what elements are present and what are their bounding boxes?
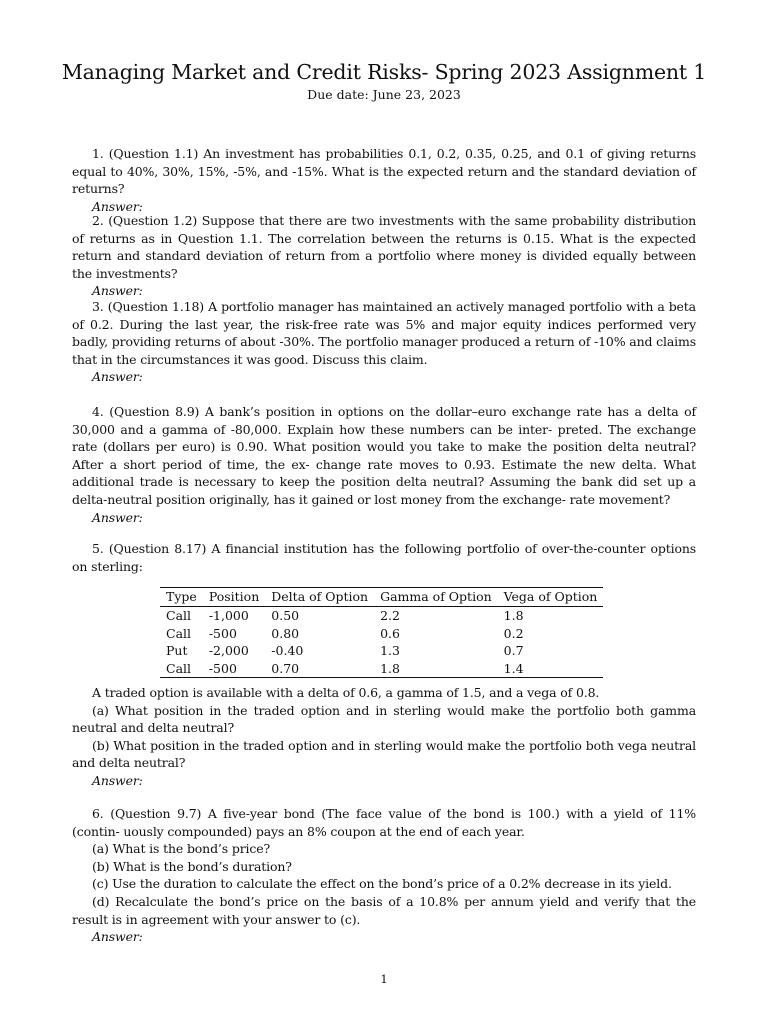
table-cell: -0.40 xyxy=(271,643,304,658)
options-table xyxy=(160,587,603,678)
question-part-b: (b) What is the bond’s duration? xyxy=(92,858,292,874)
table-cell: 1.4 xyxy=(503,660,524,676)
question-text: 5. (Question 8.17) A financial institution has the following portfolio of over-the-counter options on sterling: xyxy=(72,541,696,574)
table-cell: -2,000 xyxy=(208,643,249,658)
table-cell: -500 xyxy=(208,660,237,676)
question-text: 1. (Question 1.1) An investment has probabilities 0.1, 0.2, 0.35, 0.25, and 0.1 of giving returns equal to 40%, 30%, 15%, -5%, and -15%. What is the expected return and the standard deviation of returns? xyxy=(72,146,696,197)
question-text: 2. (Question 1.2) Suppose that there are two investments with the same probability distribution of returns as in Question 1.1. The correlation between the returns is 0.15. What is the expected return and standard deviation of return from a portfolio where money is divided equally between the investments? xyxy=(72,213,696,281)
table-cell: Put xyxy=(166,643,188,658)
table-cell: 0.2 xyxy=(503,625,524,641)
question-part-a: (a) What is the bond’s price? xyxy=(92,841,271,857)
question-1 xyxy=(72,145,696,215)
table-cell: Call xyxy=(166,660,192,676)
question-text: 3. (Question 1.18) A portfolio manager has maintained an actively managed portfolio with a beta of 0.2. During the last year, the risk-free rate was 5% and major equity indices performed very badly, providing returns of about -30%. The portfolio manager produced a return of -10% and claims that in the circumstances it was good. Discuss this claim. xyxy=(72,299,696,367)
page-number: 1 xyxy=(380,972,388,986)
question-6 xyxy=(72,805,696,946)
table-cell: 1.3 xyxy=(380,643,400,658)
question-part-a: (a) What position in the traded option and in sterling would make the portfolio both gamma neutral and delta neutral? xyxy=(72,702,696,736)
table-cell: Call xyxy=(166,625,192,641)
table-cell: 0.6 xyxy=(380,625,400,641)
table-cell: 0.70 xyxy=(271,660,300,676)
table-row xyxy=(160,660,603,678)
table-cell: 1.8 xyxy=(380,660,400,676)
table-cell: -500 xyxy=(208,625,237,641)
answer-label: Answer: xyxy=(92,198,143,214)
table-row xyxy=(160,625,603,643)
table-cell: -1,000 xyxy=(208,608,249,623)
question-2 xyxy=(72,212,696,300)
column-header: Position xyxy=(203,588,265,607)
due-date: Due date: June 23, 2023 xyxy=(307,87,461,102)
options-table-wrapper xyxy=(160,587,603,678)
table-cell: 1.8 xyxy=(503,608,524,623)
answer-label: Answer: xyxy=(92,509,143,525)
table-cell: 0.50 xyxy=(271,608,300,623)
table-row xyxy=(160,607,603,625)
column-header: Type xyxy=(160,588,203,607)
question-text: A traded option is available with a delta of 0.6, a gamma of 1.5, and a vega of 0.8. xyxy=(92,685,600,700)
question-3 xyxy=(72,298,696,386)
table-row xyxy=(160,642,603,660)
question-text: 4. (Question 8.9) A bank’s position in options on the dollar–euro exchange rate has a delta of 30,000 and a gamma of -80,000. Explain how these numbers can be inter- preted. The exchange rate (dollars per euro) is 0.90. What position would you take to make the position delta neutral? After a short period of time, the ex- change rate moves to 0.93. Estimate the new delta. What additional trade is necessary to keep the position delta neutral? Assuming the bank did set up a delta-neutral position originally, has it gained or lost money from the exchange- rate movement? xyxy=(72,404,696,507)
answer-label: Answer: xyxy=(92,369,143,385)
question-5-continued xyxy=(72,684,696,790)
question-5 xyxy=(72,540,696,575)
question-part-d: (d) Recalculate the bond’s price on the basis of a 10.8% per annum yield and verify that the result is in agreement with your answer to (c). xyxy=(72,893,696,927)
table-cell: 0.80 xyxy=(271,625,300,641)
answer-label: Answer: xyxy=(92,929,143,945)
page-title: Managing Market and Credit Risks- Spring 2023 Assignment 1 xyxy=(61,60,707,84)
question-part-c: (c) Use the duration to calculate the effect on the bond’s price of a 0.2% decrease in its yield. xyxy=(92,876,672,892)
table-cell: Call xyxy=(166,608,192,623)
column-header: Vega of Option xyxy=(498,588,604,607)
column-header: Gamma of Option xyxy=(374,588,498,607)
answer-label: Answer: xyxy=(92,772,143,788)
table-header-row xyxy=(160,588,603,607)
table-cell: 0.7 xyxy=(503,643,524,658)
answer-label: Answer: xyxy=(92,283,143,299)
question-4 xyxy=(72,403,696,526)
column-header: Delta of Option xyxy=(265,588,374,607)
table-cell: 2.2 xyxy=(380,608,400,623)
question-part-b: (b) What position in the traded option and in sterling would make the portfolio both vega neutral and delta neutral? xyxy=(72,737,696,771)
question-text: 6. (Question 9.7) A five-year bond (The face value of the bond is 100.) with a yield of 11% (contin- uously compounded) pays an 8% coupon at the end of each year. xyxy=(72,806,696,839)
